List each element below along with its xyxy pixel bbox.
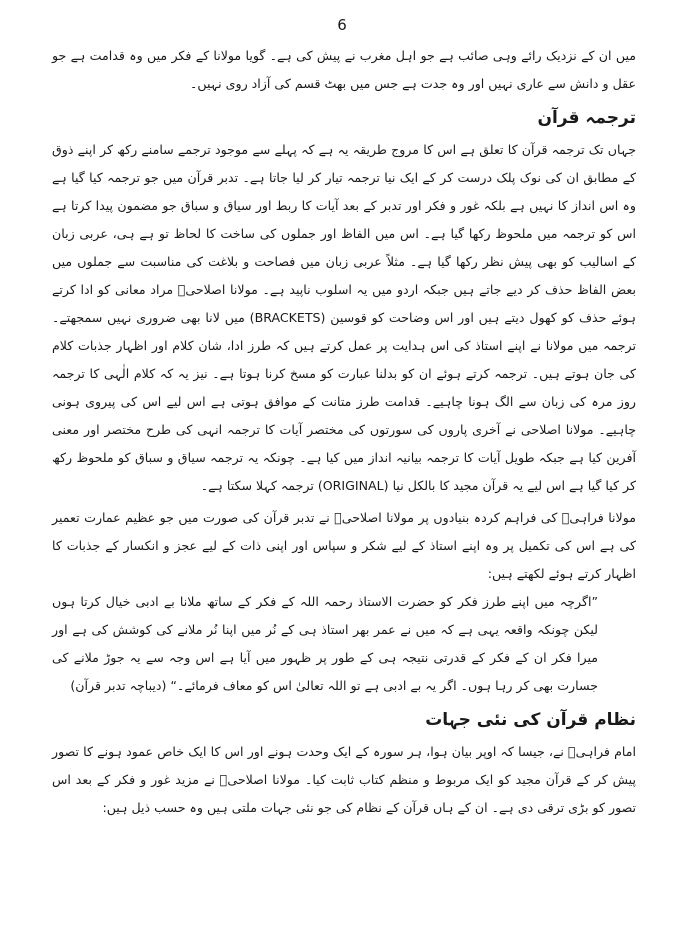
paragraph-farahi: مولانا فراہیؒ کی فراہم کردہ بنیادوں پر مولانا اصلاحیؒ نے تدبر قرآن کی صورت میں جو عظیم عمارت تعمیر کی ہے اس کی تکمیل پر وہ اپنے استاذ کے لیے شکر و سپاس اور اپنی ذات کے لیے عجز و انکسار کے جذبات کا اظہار کرتے ہوئے لکھتے ہیں: [52, 510, 636, 581]
page-number: 6 [337, 16, 347, 34]
paragraph-translation: جہاں تک ترجمہ قرآن کا تعلق ہے اس کا مروج طریقہ یہ ہے کہ پہلے سے موجود ترجمے سامنے رکھ کر اپنے ذوق کے مطابق ان کی نوک پلک درست کر کے ایک نیا ترجمہ تیار کر لیا جاتا ہے۔ تدبر قرآن میں جو ترجمہ کیا گیا ہے وہ اس انداز کا نہیں ہے بلکہ غور و فکر اور تدبر کے بعد آیات کا ربط اور سیاق و سباق جو مضمون پیدا کرتا ہے اس کو ترجمہ میں ملحوظ رکھا گیا ہے۔ اس میں الفاظ اور جملوں کی ساخت کا لحاظ تو ہے ہی، عربی زبان کے اسالیب کو بھی پیش نظر رکھا گیا ہے۔ مثلاً عربی زبان میں فصاحت و بلاغت کی مناسبت سے جملوں میں بعض الفاظ حذف کر دیے جاتے ہیں جبکہ اردو میں یہ اسلوب ناپید ہے۔ مولانا اصلاحیؒ مراد معانی کو ادا کرتے ہوئے حذف کو کھول دیتے ہیں اور اس وضاحت کو قوسین (BRACKETS) میں لانا بھی ضروری نہیں سمجھتے۔ ترجمہ میں مولانا نے اپنے استاذ کی اس ہدایت پر عمل کرتے ہیں کہ طرز ادا، شان کلام اور اظہار جذبات کلام کی جان ہوتے ہیں۔ ترجمہ کرتے ہوئے ان کو بدلنا عبارت کو مسخ کرنا ہوتا ہے۔ نیز یہ کہ کلام الٰہی کا ترجمہ روز مرہ کی زبان سے الگ ہونا چاہیے۔ قدامت طرز متانت کے موافق ہوتی ہے اس لیے اس کی پیروی ہونی چاہیے۔ مولانا اصلاحی نے آخری پاروں کی سورتوں کی مختصر آیات کا ترجمہ انہی کی طرح مختصر اور معنی آفرین کیا ہے جبکہ طویل آیات کا ترجمہ بیانیہ انداز میں کیا ہے۔ چونکہ یہ ترجمہ سیاق و سباق کو ملحوظ رکھ کر کیا گیا ہے اس لیے یہ قرآن مجید کا بالکل نیا (ORIGINAL) ترجمہ کہلا سکتا ہے۔ [52, 142, 636, 493]
paragraph-intro: میں ان کے نزدیک رائے وہی صائب ہے جو اہل مغرب نے پیش کی ہے۔ گویا مولانا کے فکر میں وہ قدامت ہے جو عقل و دانش سے عاری نہیں اور وہ جدت ہے جس میں بھٹ قسم کی آزاد روی نہیں۔ [52, 48, 636, 91]
heading-tarjuma-quran: ترجمہ قرآن [537, 108, 636, 128]
page-body [52, 42, 636, 822]
heading-nizam-quran: نظام قرآن کی نئی جہات [425, 710, 636, 730]
block-quote: ”اگرچہ میں اپنے طرز فکر کو حضرت الاستاذ رحمہ اللہ کے فکر کے ساتھ ملانا بے ادبی خیال کرتا ہوں لیکن چونکہ واقعہ یہی ہے کہ میں نے عمر بھر استاذ ہی کے نُر میں اپنا نُر ملانے کی کوشش کی ہے اور میرا فکر ان کے فکر کے قدرتی نتیجہ ہی کے طور پر ظہور میں آیا ہے اس وجہ سے یہ جوڑ ملانے کی جسارت بھی کر رہا ہوں۔ اگر یہ بے ادبی ہے تو اللہ تعالیٰ اس کو معاف فرمائے۔“ (دیباچہ تدبر قرآن) [52, 594, 598, 693]
paragraph-nizam: امام فراہیؒ نے، جیسا کہ اوپر بیان ہوا، ہر سورہ کے ایک وحدت ہونے اور اس کا ایک خاص عمود ہونے کا تصور پیش کر کے قرآن مجید کو ایک مربوط و منظم کتاب ثابت کیا۔ مولانا اصلاحیؒ نے مزید غور و فکر کے بعد اس تصور کو بڑی ترقی دی ہے۔ ان کے ہاں قرآن کے نظام کی جو نئی جہات ملتی ہیں وہ حسب ذیل ہیں: [52, 744, 636, 815]
